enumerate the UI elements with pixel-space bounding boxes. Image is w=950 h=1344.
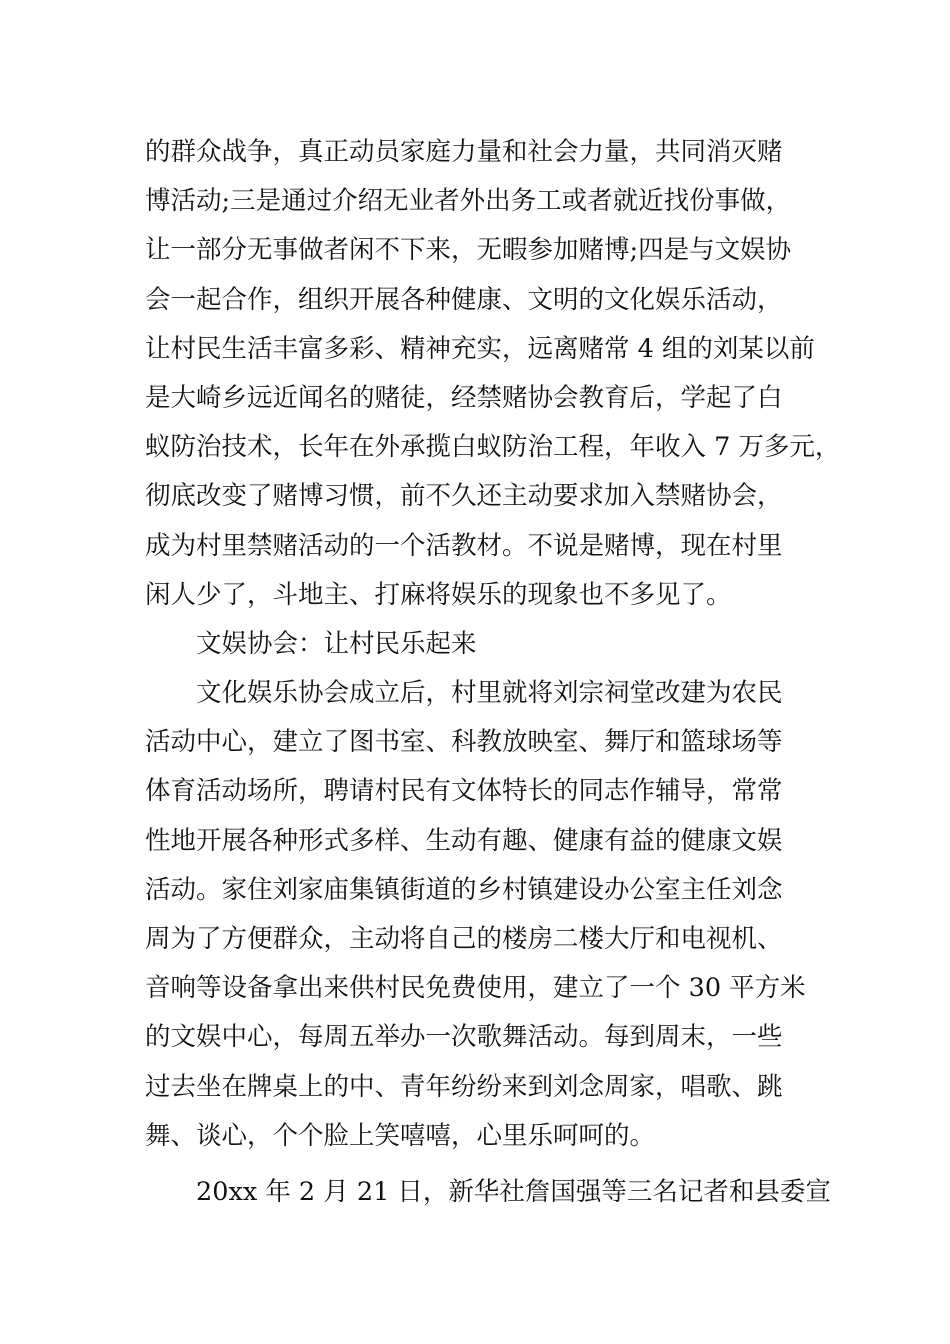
body-line: 成为村里禁赌活动的一个活教材。不说是赌博，现在村里 <box>145 530 783 561</box>
body-line: 活动中心，建立了图书室、科教放映室、舞厅和篮球场等 <box>145 727 783 758</box>
body-line: 周为了方便群众，主动将自己的楼房二楼大厅和电视机、 <box>145 924 783 954</box>
body-line: 让一部分无事做者闲不下来，无暇参加赌博;四是与文娱协 <box>145 235 792 266</box>
paragraph-first-line: 文化娱乐协会成立后，村里就将刘宗祠堂改建为农民 <box>196 678 783 709</box>
body-line: 彻底改变了赌博习惯，前不久还主动要求加入禁赌协会， <box>145 481 783 512</box>
body-line: 性地开展各种形式多样、生动有趣、健康有益的健康文娱 <box>145 825 783 856</box>
document-body <box>145 128 841 1217</box>
body-line: 蚁防治技术，长年在外承揽白蚁防治工程，年收入 7 万多元， <box>145 432 841 463</box>
section-heading: 文娱协会：让村民乐起来 <box>196 628 477 659</box>
body-line: 博活动;三是通过介绍无业者外出务工或者就近找份事做， <box>145 186 792 217</box>
body-line: 过去坐在牌桌上的中、青年纷纷来到刘念周家，唱歌、跳 <box>145 1071 783 1102</box>
body-line: 活动。家住刘家庙集镇街道的乡村镇建设办公室主任刘念 <box>145 874 783 905</box>
body-line: 让村民生活丰富多彩、精神充实，远离赌常 4 组的刘某以前 <box>145 333 815 364</box>
body-line: 的群众战争，真正动员家庭力量和社会力量，共同消灭赌 <box>145 137 783 167</box>
body-line: 是大崎乡远近闻名的赌徒，经禁赌协会教育后，学起了白 <box>145 382 783 413</box>
body-line: 音响等设备拿出来供村民免费使用，建立了一个 30 平方米 <box>145 973 806 1004</box>
body-line: 会一起合作，组织开展各种健康、文明的文化娱乐活动， <box>145 284 783 315</box>
body-line: 舞、谈心，个个脸上笑嘻嘻，心里乐呵呵的。 <box>145 1120 656 1151</box>
paragraph-first-line: 20xx 年 2 月 21 日，新华社詹国强等三名记者和县委宣 <box>196 1176 831 1207</box>
body-line: 的文娱中心，每周五举办一次歌舞活动。每到周末，一些 <box>145 1022 783 1053</box>
body-line: 体育活动场所，聘请村民有文体特长的同志作辅导，常常 <box>145 776 783 807</box>
body-line: 闲人少了，斗地主、打麻将娱乐的现象也不多见了。 <box>145 579 732 610</box>
